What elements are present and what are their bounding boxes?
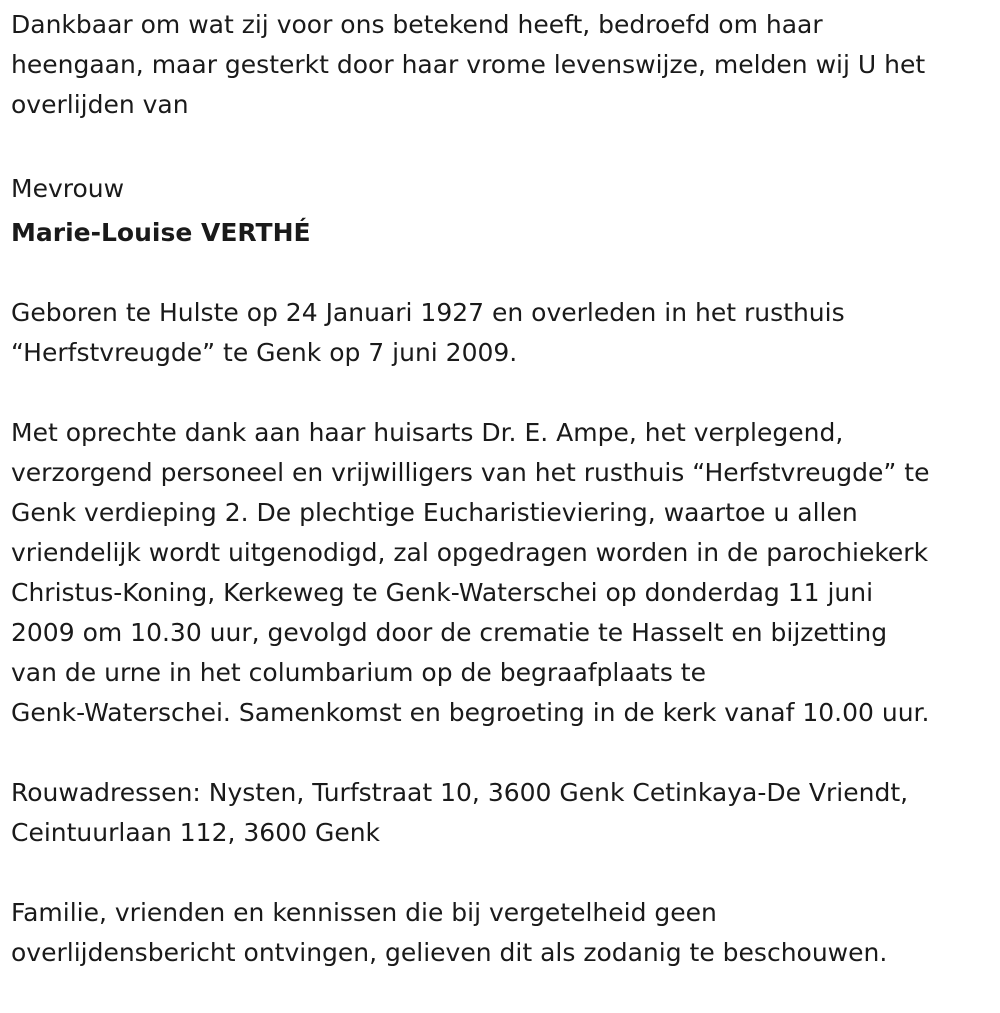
addresses-line: Ceintuurlaan 112, 3600 Genk	[11, 818, 381, 847]
closing-line: Familie, vrienden en kennissen die bij vergetelheid geen	[11, 898, 717, 927]
thanks-ceremony-line: van de urne in het columbarium op de begraafplaats te	[11, 658, 706, 687]
deceased-name: Marie-Louise VERTHÉ	[11, 218, 311, 247]
thanks-ceremony-line: Genk verdieping 2. De plechtige Eucharistieviering, waartoe u allen	[11, 498, 858, 527]
closing-paragraph	[11, 893, 996, 973]
thanks-ceremony-line: verzorgend personeel en vrijwilligers van het rusthuis “Herfstvreugde” te	[11, 458, 930, 487]
thanks-ceremony-line: Genk-Waterschei. Samenkomst en begroeting in de kerk vanaf 10.00 uur.	[11, 698, 930, 727]
thanks-ceremony-line: vriendelijk wordt uitgenodigd, zal opgedragen worden in de parochiekerk	[11, 538, 929, 567]
intro-line: Dankbaar om wat zij voor ons betekend heeft, bedroefd om haar	[11, 10, 823, 39]
addresses-line: Rouwadressen: Nysten, Turfstraat 10, 3600 Genk Cetinkaya-De Vriendt,	[11, 778, 909, 807]
thanks-ceremony-line: Christus-Koning, Kerkeweg te Genk-Waterschei op donderdag 11 juni	[11, 578, 874, 607]
thanks-ceremony-paragraph	[11, 413, 996, 733]
intro-paragraph	[11, 5, 996, 125]
intro-line: heengaan, maar gesterkt door haar vrome levenswijze, melden wij U het	[11, 50, 926, 79]
salutation: Mevrouw	[11, 174, 125, 203]
thanks-ceremony-line: 2009 om 10.30 uur, gevolgd door de crematie te Hasselt en bijzetting	[11, 618, 888, 647]
birth-death-line: “Herfstvreugde” te Genk op 7 juni 2009.	[11, 338, 518, 367]
thanks-ceremony-line: Met oprechte dank aan haar huisarts Dr. E. Ampe, het verplegend,	[11, 418, 844, 447]
obituary-notice	[11, 5, 996, 1013]
birth-death-line: Geboren te Hulste op 24 Januari 1927 en overleden in het rusthuis	[11, 298, 845, 327]
addresses-paragraph	[11, 773, 996, 853]
birth-death-paragraph	[11, 293, 996, 373]
closing-line: overlijdensbericht ontvingen, gelieven dit als zodanig te beschouwen.	[11, 938, 888, 967]
intro-line: overlijden van	[11, 90, 189, 119]
